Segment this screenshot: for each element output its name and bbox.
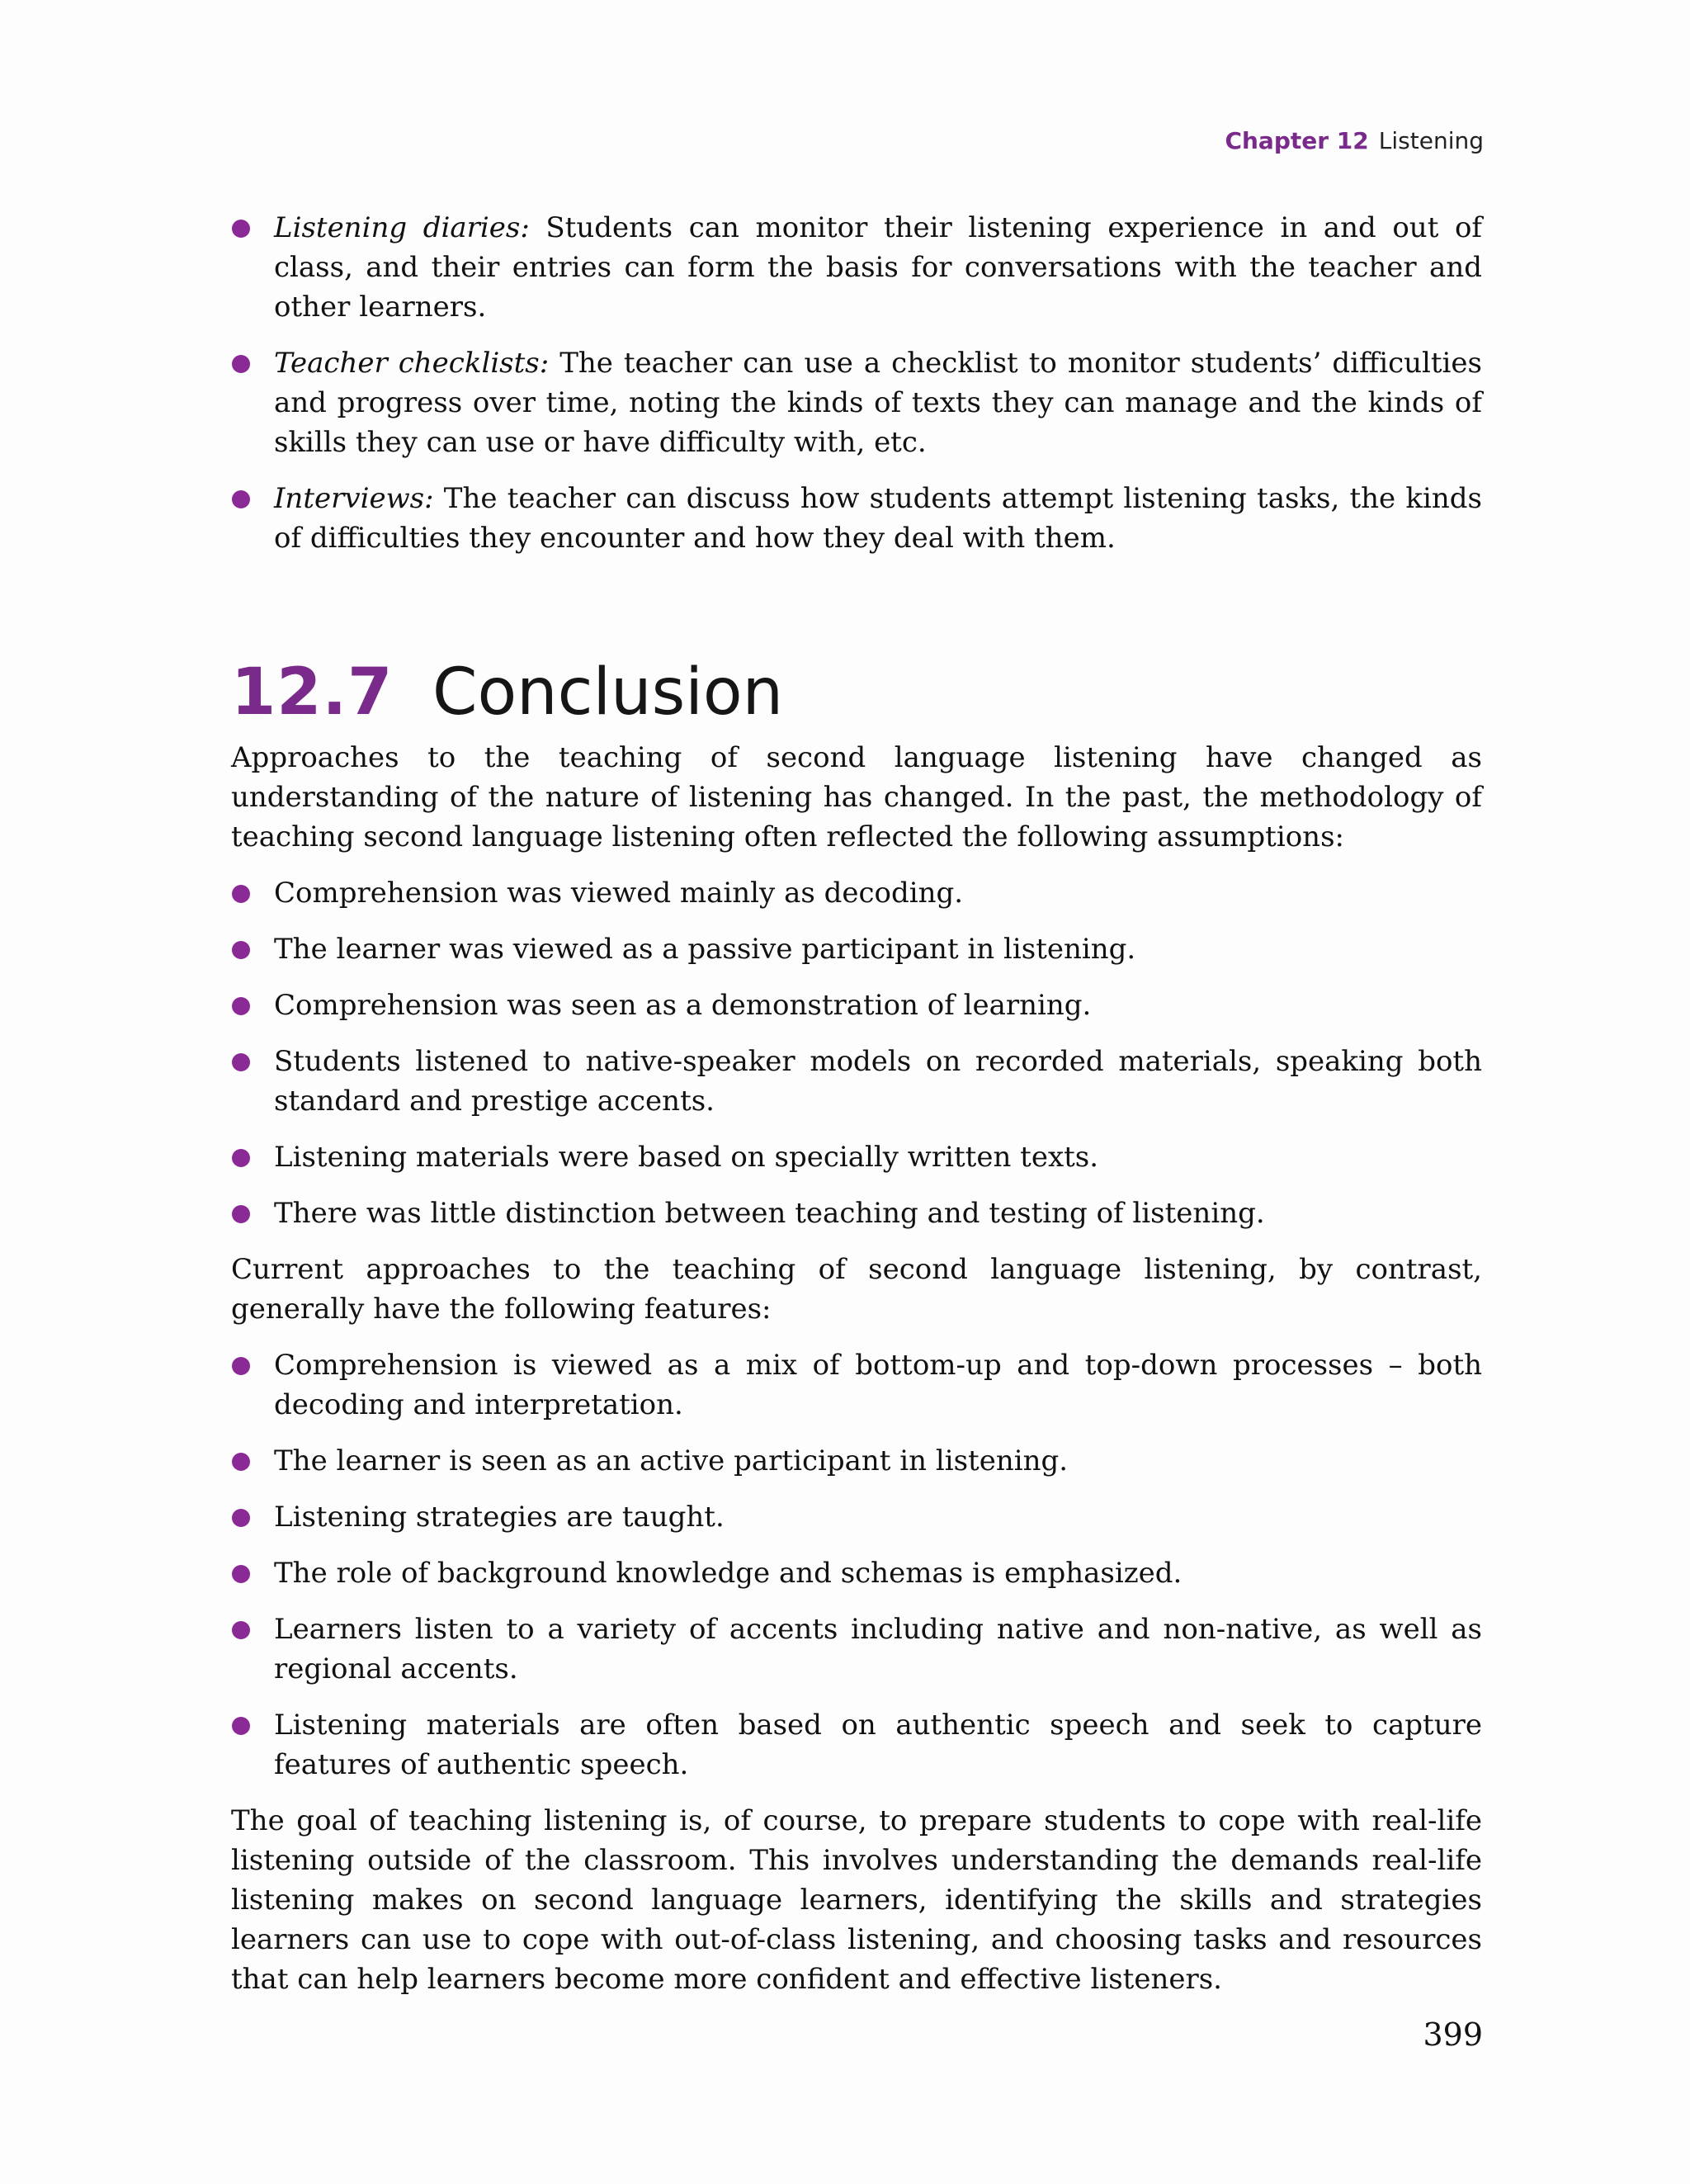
bullet-text: The teacher can use a checklist to monitor students’ difficulties and progress over time, noting the kinds of texts they can manage and the kinds of skills they can use or have difficulty with, etc.	[274, 347, 1482, 459]
list-item	[231, 986, 1482, 1025]
bullet-icon	[232, 220, 250, 238]
list-item	[231, 479, 1482, 558]
bullet-icon	[232, 1565, 250, 1583]
list-item	[231, 1345, 1482, 1425]
current-features-list	[231, 1345, 1482, 1785]
bullet-icon	[232, 1621, 250, 1639]
bullet-icon	[232, 997, 250, 1015]
running-head	[1225, 127, 1484, 154]
bullet-text: There was little distinction between teaching and testing of listening.	[274, 1197, 1265, 1230]
section-number: 12.7	[231, 655, 394, 730]
bullet-text: Listening strategies are taught.	[274, 1501, 725, 1534]
list-item	[231, 208, 1482, 327]
list-item	[231, 1610, 1482, 1689]
bullet-text: The learner is seen as an active participant in listening.	[274, 1444, 1069, 1477]
bullet-text: Listening materials are often based on authentic speech and seek to capture features of authentic speech.	[274, 1709, 1482, 1781]
past-assumptions-list	[231, 873, 1482, 1233]
list-item	[231, 1553, 1482, 1593]
assessment-methods-list	[231, 208, 1482, 558]
list-item	[231, 1042, 1482, 1121]
running-head-title: Listening	[1378, 127, 1484, 154]
bullet-icon	[232, 885, 250, 903]
bullet-icon	[232, 355, 250, 373]
paragraph: The goal of teaching listening is, of course, to prepare students to cope with real-life listening outside of the classroom. This involves understanding the demands real-life listening makes on second language learners, identifying the skills and strategies learners can use to cope with out-of-class listening, and choosing tasks and resources that can help learners become more confident and effective listeners.	[231, 1804, 1482, 1996]
list-item	[231, 343, 1482, 462]
page-content	[231, 208, 1482, 2016]
bullet-icon	[232, 1357, 250, 1375]
bullet-icon	[232, 941, 250, 959]
list-item	[231, 1137, 1482, 1177]
bullet-term: Teacher checklists:	[274, 347, 550, 380]
bullet-icon	[232, 1717, 250, 1735]
bullet-term: Interviews:	[274, 482, 434, 515]
bullet-icon	[232, 1149, 250, 1167]
running-head-chapter: Chapter 12	[1225, 127, 1369, 154]
bullet-text: Comprehension is viewed as a mix of bottom-up and top-down processes – both decoding and interpretation.	[274, 1349, 1482, 1421]
section-title: Conclusion	[432, 655, 784, 730]
bullet-text: The role of background knowledge and schemas is emphasized.	[274, 1557, 1183, 1590]
bullet-icon	[232, 1509, 250, 1527]
bullet-text: Comprehension was seen as a demonstration of learning.	[274, 989, 1092, 1022]
section-heading	[231, 655, 1482, 730]
list-item	[231, 873, 1482, 913]
bullet-text: Students listened to native-speaker models on recorded materials, speaking both standard and prestige accents.	[274, 1045, 1482, 1118]
list-item	[231, 1705, 1482, 1785]
page-number: 399	[1423, 2016, 1483, 2053]
bullet-text: The learner was viewed as a passive participant in listening.	[274, 933, 1136, 966]
bullet-text: Listening materials were based on specially written texts.	[274, 1141, 1099, 1174]
bullet-icon	[232, 1053, 250, 1071]
list-item	[231, 1194, 1482, 1233]
paragraph: Current approaches to the teaching of second language listening, by contrast, generally have the following features:	[231, 1253, 1482, 1326]
bullet-text: Learners listen to a variety of accents including native and non-native, as well as regional accents.	[274, 1613, 1482, 1685]
list-item	[231, 1497, 1482, 1537]
bullet-text: The teacher can discuss how students attempt listening tasks, the kinds of difficulties they encounter and how they deal with them.	[274, 482, 1482, 555]
list-item	[231, 1441, 1482, 1481]
bullet-text: Comprehension was viewed mainly as decoding.	[274, 877, 964, 910]
bullet-icon	[232, 490, 250, 508]
bullet-term: Listening diaries:	[274, 211, 530, 244]
list-item	[231, 929, 1482, 969]
bullet-text: Students can monitor their listening experience in and out of class, and their entries can form the basis for conversations with the teacher and other learners.	[274, 211, 1482, 324]
bullet-icon	[232, 1205, 250, 1223]
bullet-icon	[232, 1453, 250, 1471]
paragraph: Approaches to the teaching of second language listening have changed as understanding of the nature of listening has changed. In the past, the methodology of teaching second language listening often reflected the following assumptions:	[231, 741, 1482, 853]
